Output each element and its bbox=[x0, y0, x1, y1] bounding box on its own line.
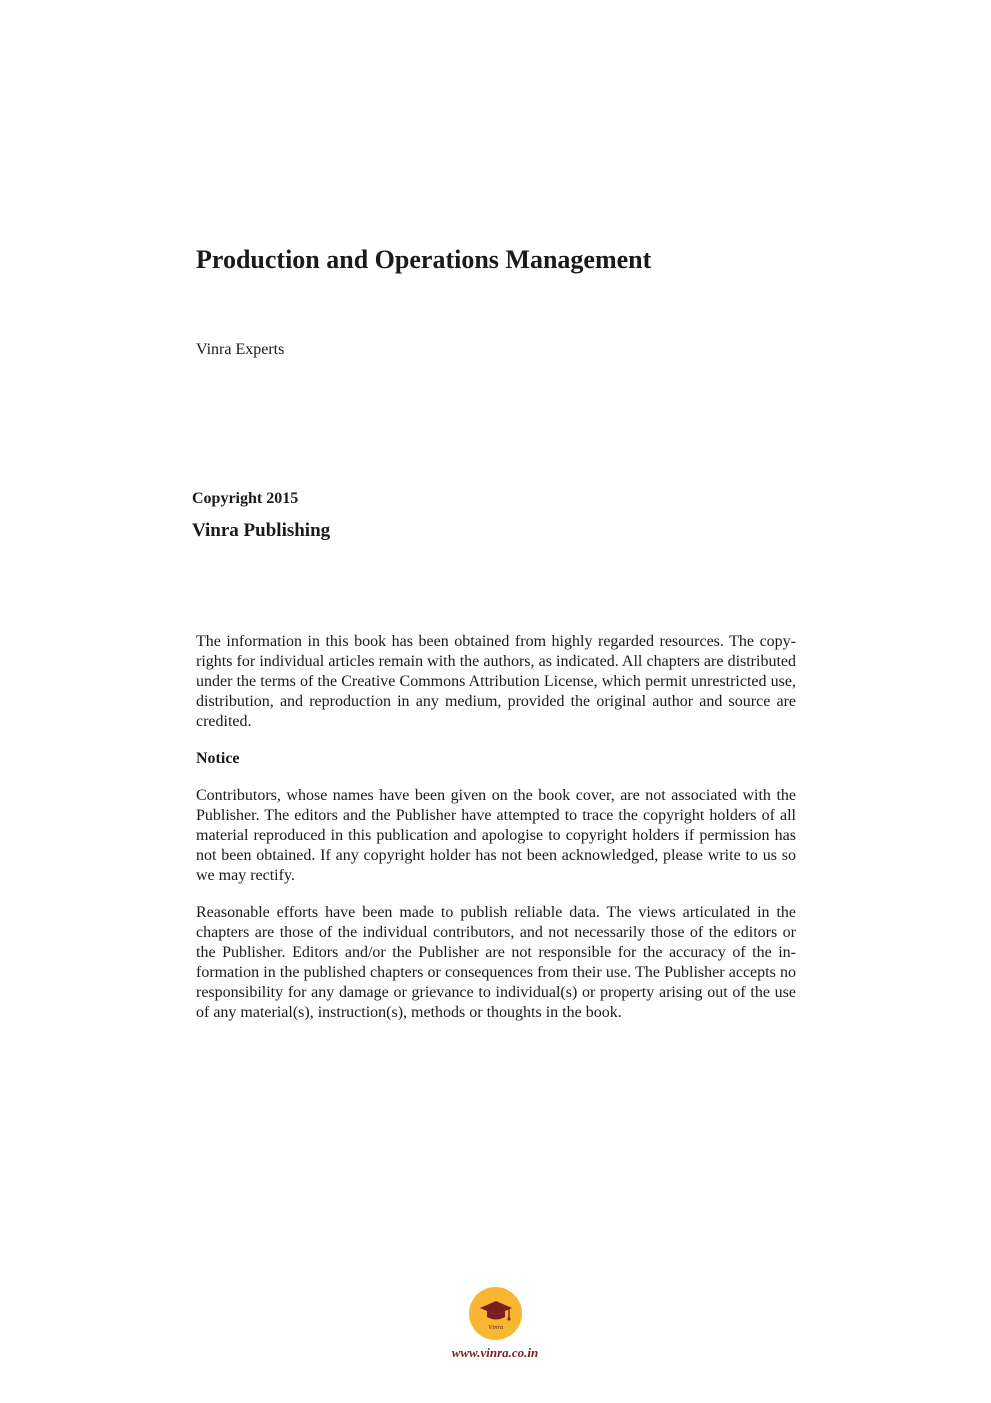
publisher-logo bbox=[469, 1287, 522, 1340]
notice-paragraph-disclaimer: Reasonable efforts have been made to publish reliable data. The views articulated in the chapters are those of the individual contributors, and not necessarily those of the editors or the Publisher. Editors and/or the Publisher are not responsible for the accuracy of the information in the published chapters or consequences from their use. The Publisher accepts no responsibility for any damage or grievance to individual(s) or property arising out of the use of any material(s), instruction(s), methods or thoughts in the book. bbox=[196, 904, 796, 1021]
graduation-cap-icon bbox=[476, 1294, 516, 1334]
logo-wordmark: Vinra bbox=[487, 1324, 504, 1331]
notice-paragraph-contributors: Contributors, whose names have been given on the book cover, are not associated with the Publisher. The editors and the Publisher have attempted to trace the copyright holders of all material reproduced in this publication and apologise to copyright holders if permission has not been obtained. If any copyright holder has not been acknowledged, please write to us so we may rectify. bbox=[196, 787, 796, 884]
book-title: Production and Operations Management bbox=[196, 245, 652, 274]
website-url[interactable] bbox=[420, 1345, 570, 1361]
legal-text bbox=[196, 632, 796, 1023]
notice-heading: Notice bbox=[196, 750, 240, 767]
copyright-line: Copyright 2015 bbox=[192, 490, 299, 507]
author-name: Vinra Experts bbox=[196, 341, 285, 358]
intro-paragraph: The information in this book has been obtained from highly regarded resources. The copyrights for individual articles remain with the authors, as indicated. All chapters are distributed under the terms of the Creative Commons Attribution License, which permit unrestricted use, distribution, and reproduction in any medium, provided the original author and source are credited. bbox=[196, 633, 796, 730]
website-url-text: www.vinra.co.in bbox=[451, 1345, 539, 1360]
publisher-name: Vinra Publishing bbox=[192, 520, 331, 541]
